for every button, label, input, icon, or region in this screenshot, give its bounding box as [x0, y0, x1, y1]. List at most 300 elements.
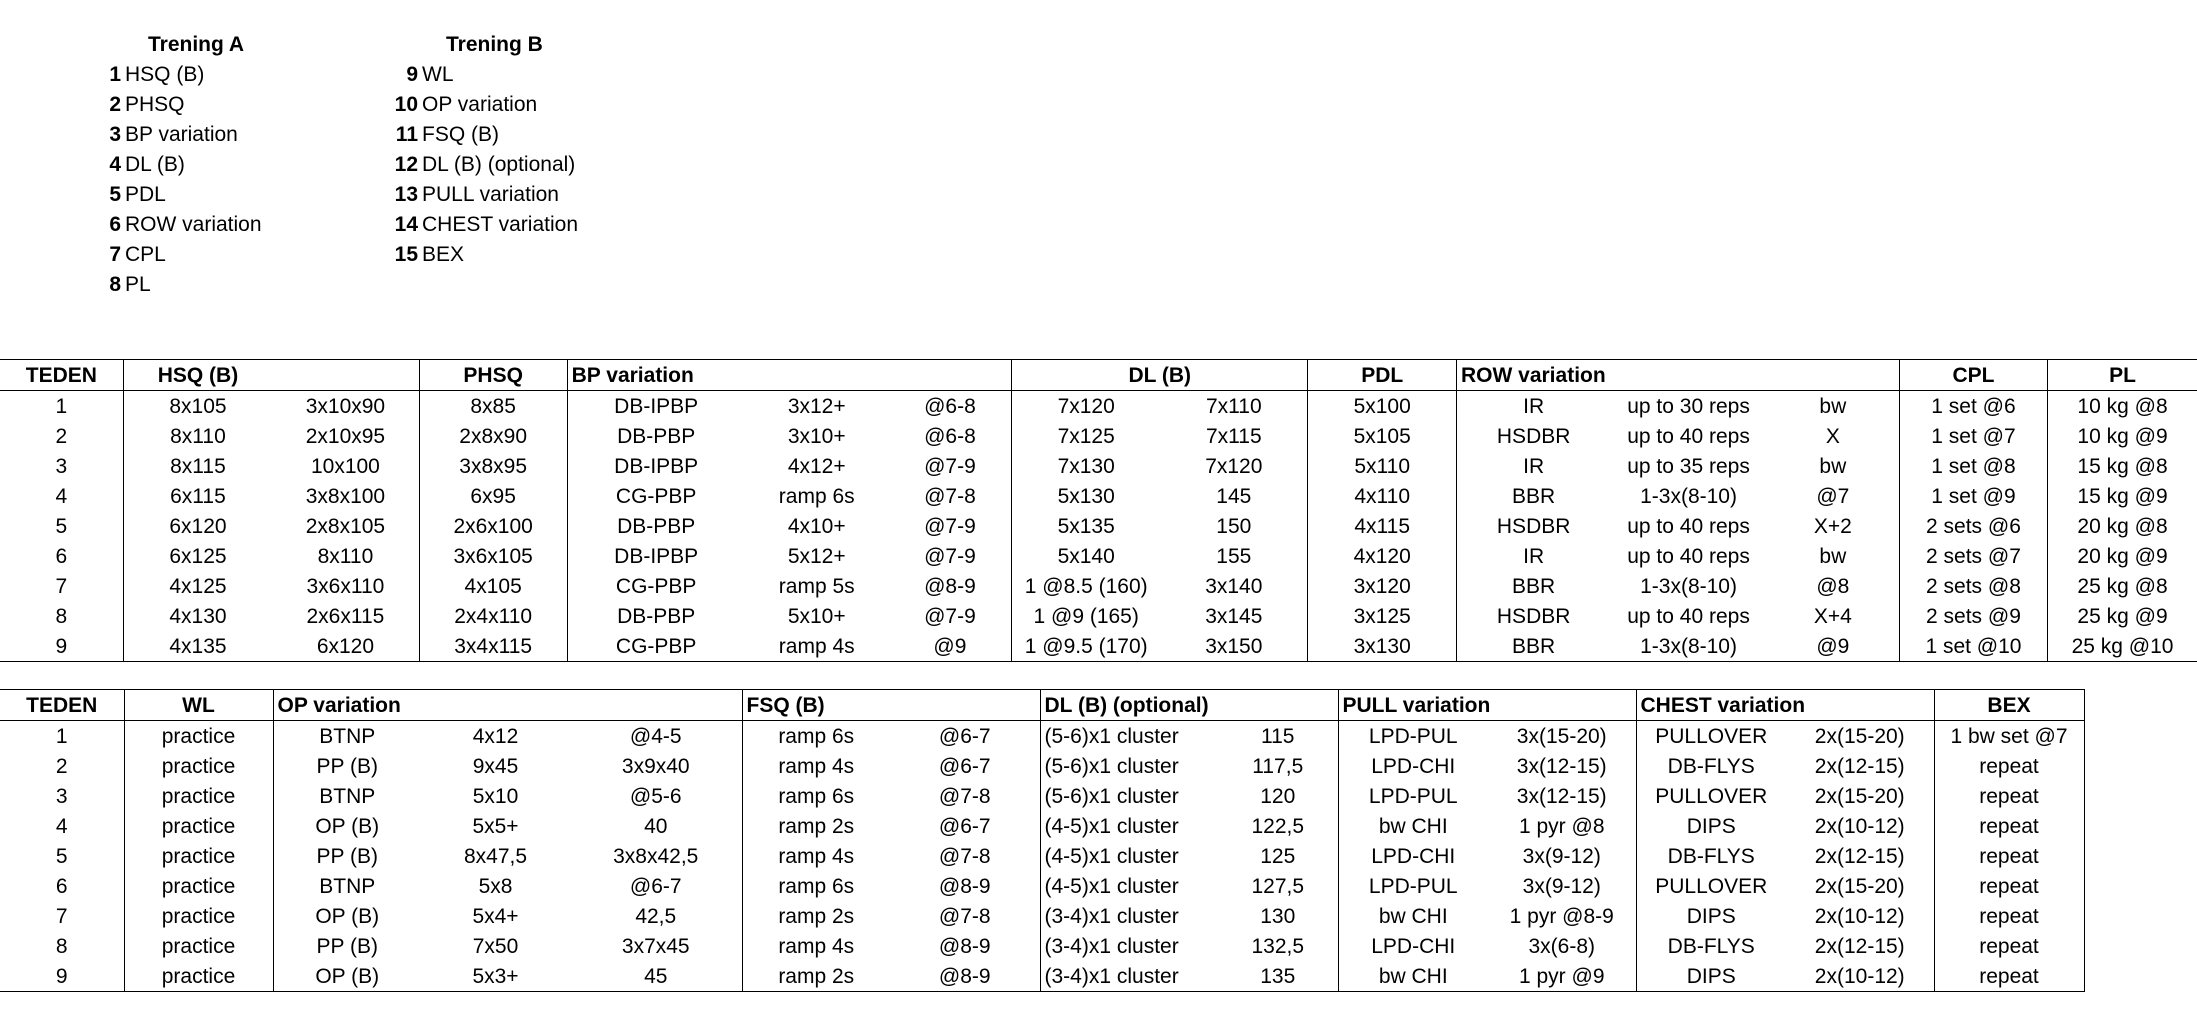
table-cell: 7x115: [1205, 424, 1262, 448]
table-cell: 5x10+: [787, 604, 846, 628]
table-cell: BBR: [1457, 481, 1611, 511]
legend-item-name: PL: [125, 273, 151, 296]
table-cell: 8x110: [123, 421, 272, 451]
table-cell: 2x8x90: [419, 421, 567, 451]
table-cell: 5x10: [472, 784, 519, 808]
legend-item-number: 10: [394, 93, 418, 116]
table-cell: BBR: [1457, 571, 1611, 601]
table-cell: 6: [55, 544, 68, 568]
table-cell: (3-4)x1 cluster: [1040, 931, 1218, 961]
table-cell: 3x150: [1160, 631, 1308, 662]
table-cell: (4-5)x1 cluster: [1040, 841, 1218, 871]
legend-trening-a: [0, 30, 262, 300]
table-cell: (4-5)x1 cluster: [1040, 871, 1218, 901]
header-teden: TEDEN: [0, 690, 124, 721]
table-cell: 3x(15-20): [1516, 724, 1607, 748]
table-cell: DIPS: [1636, 901, 1786, 931]
table-cell: LPD-CHI: [1338, 931, 1488, 961]
table-cell: 1 set @10: [1899, 631, 2047, 662]
table-cell: 4x120: [1308, 541, 1457, 571]
table-cell: repeat: [1934, 751, 2084, 781]
table-cell: 4x105: [419, 571, 567, 601]
table-cell: 125: [1260, 844, 1296, 868]
table-cell: 20 kg @9: [2048, 541, 2197, 571]
header-bp-variation: BP variation: [567, 360, 1011, 391]
table-cell: practice: [124, 751, 273, 781]
table-cell: HSDBR: [1457, 601, 1611, 631]
legend-item: [0, 270, 262, 300]
table-cell: 25 kg @8: [2048, 571, 2197, 601]
table-cell: 2x(10-12): [1814, 904, 1905, 928]
table-cell: @8-9: [890, 961, 1040, 992]
table-cell: HSDBR: [1457, 421, 1611, 451]
table-row: [0, 931, 2084, 961]
table-cell: @6-8: [924, 394, 976, 418]
table-cell: DB-PBP: [567, 601, 745, 631]
table-cell: OP (B): [273, 901, 421, 931]
table-cell: repeat: [1934, 811, 2084, 841]
table-cell: ramp 6s: [778, 484, 855, 508]
table-cell: 2x10x95: [305, 424, 386, 448]
legend-item-number: 15: [394, 243, 418, 266]
table-cell: 1: [55, 394, 68, 418]
legend-item: [0, 150, 262, 180]
table-cell: 45: [570, 961, 742, 992]
table-cell: ramp 2s: [742, 901, 890, 931]
table-cell: @7-8: [938, 844, 991, 868]
table-row: [0, 871, 2084, 901]
table-cell: 1-3x(8-10): [1640, 484, 1737, 508]
table-cell: DB-IPBP: [567, 451, 745, 481]
table-cell: 4x110: [1308, 481, 1457, 511]
table-cell: 3x8x100: [305, 484, 386, 508]
table-cell: PP (B): [273, 841, 421, 871]
legend-item-name: BEX: [422, 243, 465, 266]
table-cell: 5x12+: [787, 544, 846, 568]
table-cell: 2 sets @6: [1899, 511, 2047, 541]
legend-item-number: 8: [109, 273, 121, 296]
table-cell: DB-FLYS: [1636, 841, 1786, 871]
table-cell: 8: [55, 934, 68, 958]
legend-item: [300, 180, 578, 210]
table-cell: CG-PBP: [567, 631, 745, 662]
table-cell: 2: [55, 754, 68, 778]
table-cell: 122,5: [1251, 814, 1305, 838]
table-cell: LPD-PUL: [1338, 721, 1488, 752]
table-cell: HSDBR: [1457, 511, 1611, 541]
legend-item-number: 5: [109, 183, 121, 206]
table-cell: up to 40 reps: [1627, 514, 1750, 538]
table-cell: repeat: [1934, 961, 2084, 992]
table-cell: up to 40 reps: [1627, 604, 1750, 628]
table-cell: 3x4x115: [419, 631, 567, 662]
header-chest-variation: CHEST variation: [1636, 690, 1934, 721]
table-cell: practice: [124, 721, 273, 752]
table-cell: @5-6: [629, 784, 682, 808]
table-cell: 1-3x(8-10): [1610, 631, 1766, 662]
table-cell: 5x130: [1012, 481, 1161, 511]
table-cell: 1: [55, 724, 68, 748]
table-cell: practice: [124, 901, 273, 931]
table-cell: 132,5: [1251, 934, 1305, 958]
table-cell: 4x12+: [787, 454, 846, 478]
table-cell: 8x110: [317, 544, 374, 568]
table-row: [0, 961, 2084, 992]
table-cell: 5x5+: [472, 814, 519, 838]
table-row: [0, 451, 2197, 481]
header-fsq: FSQ (B): [742, 690, 1040, 721]
table-cell: @6-7: [938, 724, 991, 748]
table-cell: repeat: [1934, 841, 2084, 871]
table-cell: 2x(12-15): [1814, 844, 1905, 868]
table-cell: up to 40 reps: [1627, 544, 1750, 568]
table-cell: 3x(6-8): [1528, 934, 1596, 958]
table-cell: @9: [1767, 631, 1900, 662]
table-cell: 10x100: [310, 454, 380, 478]
table-cell: OP (B): [273, 961, 421, 992]
legend-item-name: WL: [422, 63, 454, 86]
legend-item-name: PDL: [125, 183, 166, 206]
table-cell: 4x12: [472, 724, 519, 748]
table-cell: 5x100: [1308, 391, 1457, 422]
table-cell: 4x115: [1308, 511, 1457, 541]
table-row: [0, 481, 2197, 511]
table-cell: 8x115: [123, 451, 272, 481]
table-cell: 3x8x95: [419, 451, 567, 481]
table-cell: (4-5)x1 cluster: [1040, 811, 1218, 841]
table-cell: up to 35 reps: [1627, 454, 1750, 478]
table-cell: 3: [55, 454, 68, 478]
table-cell: repeat: [1934, 931, 2084, 961]
table-cell: ramp 2s: [742, 961, 890, 992]
table-cell: bw: [1819, 544, 1847, 568]
table-cell: 1 set @8: [1899, 451, 2047, 481]
table-cell: 25 kg @10: [2048, 631, 2197, 662]
table-cell: 3x7x45: [621, 934, 690, 958]
legend-item-number: 12: [394, 153, 418, 176]
table-cell: LPD-CHI: [1338, 841, 1488, 871]
header-teden: TEDEN: [0, 360, 123, 391]
table-cell: DB-FLYS: [1636, 931, 1786, 961]
table-cell: bw: [1819, 454, 1847, 478]
header-row-variation: ROW variation: [1457, 360, 1900, 391]
table-cell: (3-4)x1 cluster: [1040, 901, 1218, 931]
legend-item-number: 1: [109, 63, 121, 86]
table-cell: DIPS: [1636, 961, 1786, 992]
legend-item-name: DL (B) (optional): [422, 153, 576, 176]
table-cell: 7x130: [1012, 451, 1161, 481]
legend-item: [300, 240, 578, 270]
training-table-a: [0, 359, 2197, 662]
table-cell: bw CHI: [1338, 961, 1488, 992]
table-cell: 4x135: [123, 631, 272, 662]
table-cell: 3: [55, 784, 68, 808]
legend-item-number: 9: [406, 63, 418, 86]
legend-item: [0, 60, 262, 90]
table-cell: repeat: [1934, 901, 2084, 931]
table-cell: OP (B): [273, 811, 421, 841]
table-cell: 2 sets @8: [1899, 571, 2047, 601]
table-cell: LPD-PUL: [1338, 871, 1488, 901]
header-hsq: HSQ (B): [123, 360, 272, 391]
table-cell: 10 kg @8: [2048, 391, 2197, 422]
table-cell: (5-6)x1 cluster: [1040, 751, 1218, 781]
table-cell: 7x120: [1012, 391, 1161, 422]
table-cell: (5-6)x1 cluster: [1040, 721, 1218, 752]
table-cell: @7-9: [924, 544, 976, 568]
legend-item-name: DL (B): [125, 153, 185, 176]
table-cell: 3x145: [1205, 604, 1263, 628]
legend-item-number: 6: [109, 213, 121, 236]
table-cell: 2: [55, 424, 68, 448]
table-cell: IR: [1457, 451, 1611, 481]
legend-title: Trening B: [446, 33, 543, 56]
table-cell: 2x(15-20): [1814, 784, 1905, 808]
table-cell: @8: [1816, 574, 1850, 598]
table-cell: 3x10+: [787, 424, 846, 448]
legend-item-name: ROW variation: [125, 213, 262, 236]
table-row: [0, 841, 2084, 871]
table-cell: practice: [124, 781, 273, 811]
table-cell: 5x105: [1308, 421, 1457, 451]
table-cell: @6-7: [938, 754, 991, 778]
table-cell: @9: [889, 631, 1012, 662]
table-cell: 8x47,5: [463, 844, 528, 868]
table-cell: 42,5: [635, 904, 677, 928]
table-cell: 2x(15-20): [1814, 874, 1905, 898]
header-phsq: PHSQ: [419, 360, 567, 391]
table-cell: 3x140: [1205, 574, 1263, 598]
table-cell: repeat: [1934, 871, 2084, 901]
legend-item-number: 2: [109, 93, 121, 116]
table-row: [0, 391, 2197, 422]
table-cell: (3-4)x1 cluster: [1040, 961, 1218, 992]
table-cell: 2x(15-20): [1814, 724, 1905, 748]
table-cell: 1 @9 (165): [1012, 601, 1161, 631]
legend-item-name: HSQ (B): [125, 63, 205, 86]
table-cell: 155: [1216, 544, 1252, 568]
table-cell: @6-8: [924, 424, 976, 448]
legend-item-name: PHSQ: [125, 93, 185, 116]
table-cell: 127,5: [1251, 874, 1305, 898]
table-cell: 4x125: [123, 571, 272, 601]
table-cell: @8-9: [938, 934, 991, 958]
table-cell: ramp 4s: [745, 631, 889, 662]
legend-item: [0, 240, 262, 270]
table-cell: 3x12+: [787, 394, 846, 418]
table-cell: 15 kg @8: [2048, 451, 2197, 481]
table-row: [0, 781, 2084, 811]
table-cell: up to 40 reps: [1627, 424, 1750, 448]
table-cell: X: [1825, 424, 1840, 448]
header-dl: DL (B): [1012, 360, 1308, 391]
table-cell: 25 kg @9: [2048, 601, 2197, 631]
header-cpl: CPL: [1899, 360, 2047, 391]
table-cell: 1 pyr @8: [1518, 814, 1605, 838]
table-row: [0, 721, 2084, 752]
table-cell: up to 30 reps: [1627, 394, 1750, 418]
table-cell: LPD-PUL: [1338, 781, 1488, 811]
table-cell: 8: [55, 604, 68, 628]
table-cell: 6x115: [123, 481, 272, 511]
table-cell: 3x(9-12): [1522, 874, 1601, 898]
table-cell: 3x10x90: [305, 394, 386, 418]
legend-item: [300, 210, 578, 240]
table-cell: DB-PBP: [567, 511, 745, 541]
table-cell: 6x120: [123, 511, 272, 541]
table-cell: 1 set @6: [1899, 391, 2047, 422]
table-cell: PULLOVER: [1636, 871, 1786, 901]
table-row: [0, 751, 2084, 781]
table-cell: 117,5: [1252, 754, 1304, 778]
table-cell: @7: [1816, 484, 1850, 508]
table-cell: 3x6x105: [419, 541, 567, 571]
table-cell: bw: [1819, 394, 1847, 418]
header-pull-variation: PULL variation: [1338, 690, 1636, 721]
table-cell: @7-8: [924, 484, 976, 508]
table-cell: 3x120: [1308, 571, 1457, 601]
training-table-b: [0, 689, 2085, 992]
table-cell: DB-IPBP: [567, 391, 745, 422]
legend-item: [0, 210, 262, 240]
table-cell: PULLOVER: [1636, 781, 1786, 811]
legend-item: [300, 90, 578, 120]
table-cell: 2x6x115: [306, 604, 385, 628]
legend-item: [0, 120, 262, 150]
table-cell: 15 kg @9: [2048, 481, 2197, 511]
table-cell: PP (B): [273, 931, 421, 961]
header-bex: BEX: [1934, 690, 2084, 721]
table-cell: 3x125: [1308, 601, 1457, 631]
table-cell: 7: [55, 574, 68, 598]
table-cell: 2x(12-15): [1814, 934, 1905, 958]
table-cell: BTNP: [273, 781, 421, 811]
table-cell: ramp 4s: [742, 931, 890, 961]
table-cell: CG-PBP: [567, 571, 745, 601]
table-cell: 7x50: [472, 934, 519, 958]
table-cell: 1 pyr @9: [1488, 961, 1636, 992]
table-cell: 5: [55, 514, 68, 538]
table-cell: PP (B): [273, 751, 421, 781]
legend-item: [300, 120, 578, 150]
table-cell: @6-7: [629, 874, 682, 898]
table-cell: LPD-CHI: [1338, 751, 1488, 781]
table-cell: ramp 4s: [742, 751, 890, 781]
table-cell: DIPS: [1636, 811, 1786, 841]
table-cell: 1 set @9: [1899, 481, 2047, 511]
table-cell: 2x(10-12): [1786, 961, 1934, 992]
table-cell: DB-FLYS: [1636, 751, 1786, 781]
table-cell: 2 sets @9: [1899, 601, 2047, 631]
table-cell: DB-IPBP: [567, 541, 745, 571]
table-cell: IR: [1457, 541, 1611, 571]
table-cell: @7-9: [924, 604, 976, 628]
table-cell: practice: [124, 961, 273, 992]
table-cell: 3x(9-12): [1522, 844, 1601, 868]
table-cell: 7x110: [1205, 394, 1262, 418]
header-pl: PL: [2048, 360, 2197, 391]
table-cell: 4: [55, 814, 68, 838]
table-cell: 8x105: [123, 391, 272, 422]
table-cell: ramp 4s: [742, 841, 890, 871]
table-cell: ramp 6s: [742, 871, 890, 901]
table-row: [0, 901, 2084, 931]
table-cell: bw CHI: [1338, 811, 1488, 841]
table-cell: @8-9: [938, 874, 991, 898]
table-cell: 20 kg @8: [2048, 511, 2197, 541]
table-cell: 9: [0, 631, 123, 662]
table-row: [0, 511, 2197, 541]
table-cell: 1 set @7: [1899, 421, 2047, 451]
table-cell: 8x85: [419, 391, 567, 422]
table-cell: 120: [1260, 784, 1296, 808]
header-pdl: PDL: [1308, 360, 1457, 391]
table-cell: ramp 6s: [742, 721, 890, 752]
legend-item-name: FSQ (B): [422, 123, 499, 146]
table-cell: @7-9: [924, 454, 976, 478]
table-cell: 5x135: [1012, 511, 1161, 541]
table-cell: 7x120: [1205, 454, 1263, 478]
table-cell: 1-3x(8-10): [1640, 574, 1737, 598]
table-cell: practice: [124, 841, 273, 871]
table-cell: practice: [124, 871, 273, 901]
legend-item-name: CHEST variation: [422, 213, 579, 236]
legend-item-name: OP variation: [422, 93, 538, 116]
legend-item-number: 3: [109, 123, 121, 146]
table-cell: practice: [124, 931, 273, 961]
table-cell: 2x(10-12): [1814, 814, 1905, 838]
table-cell: @8-9: [924, 574, 976, 598]
table-cell: X+2: [1813, 514, 1852, 538]
table-cell: 9x45: [472, 754, 519, 778]
table-cell: 2x8x105: [305, 514, 386, 538]
legend-trening-b: [300, 30, 578, 270]
header-op-variation: OP variation: [273, 690, 742, 721]
table-row: [0, 631, 2197, 662]
table-cell: 3x6x110: [306, 574, 385, 598]
table-cell: 4x130: [123, 601, 272, 631]
table-cell: ramp 6s: [742, 781, 890, 811]
table-cell: 2x(12-15): [1814, 754, 1905, 778]
header-wl: WL: [124, 690, 273, 721]
table-cell: 2x6x100: [419, 511, 567, 541]
table-cell: 3x130: [1308, 631, 1457, 662]
table-cell: 5x140: [1012, 541, 1161, 571]
table-cell: 5: [55, 844, 68, 868]
table-cell: 3x9x40: [621, 754, 690, 778]
table-cell: 5x8: [478, 874, 513, 898]
table-cell: 5x110: [1308, 451, 1457, 481]
table-cell: BBR: [1457, 631, 1611, 662]
table-cell: 6x120: [272, 631, 419, 662]
table-cell: 40: [644, 814, 668, 838]
legend-item-name: BP variation: [125, 123, 238, 146]
table-cell: 135: [1218, 961, 1338, 992]
table-row: [0, 811, 2084, 841]
legend-item-name: CPL: [125, 243, 166, 266]
table-cell: @7-9: [924, 514, 976, 538]
table-row: [0, 571, 2197, 601]
table-cell: practice: [124, 811, 273, 841]
table-cell: IR: [1457, 391, 1611, 422]
table-cell: 150: [1216, 514, 1252, 538]
table-cell: (5-6)x1 cluster: [1040, 781, 1218, 811]
table-cell: 1 @8.5 (160): [1012, 571, 1161, 601]
table-cell: 3x(12-15): [1516, 754, 1607, 778]
table-cell: 9: [0, 961, 124, 992]
table-cell: 7x125: [1012, 421, 1161, 451]
legend-item-number: 11: [395, 123, 418, 146]
